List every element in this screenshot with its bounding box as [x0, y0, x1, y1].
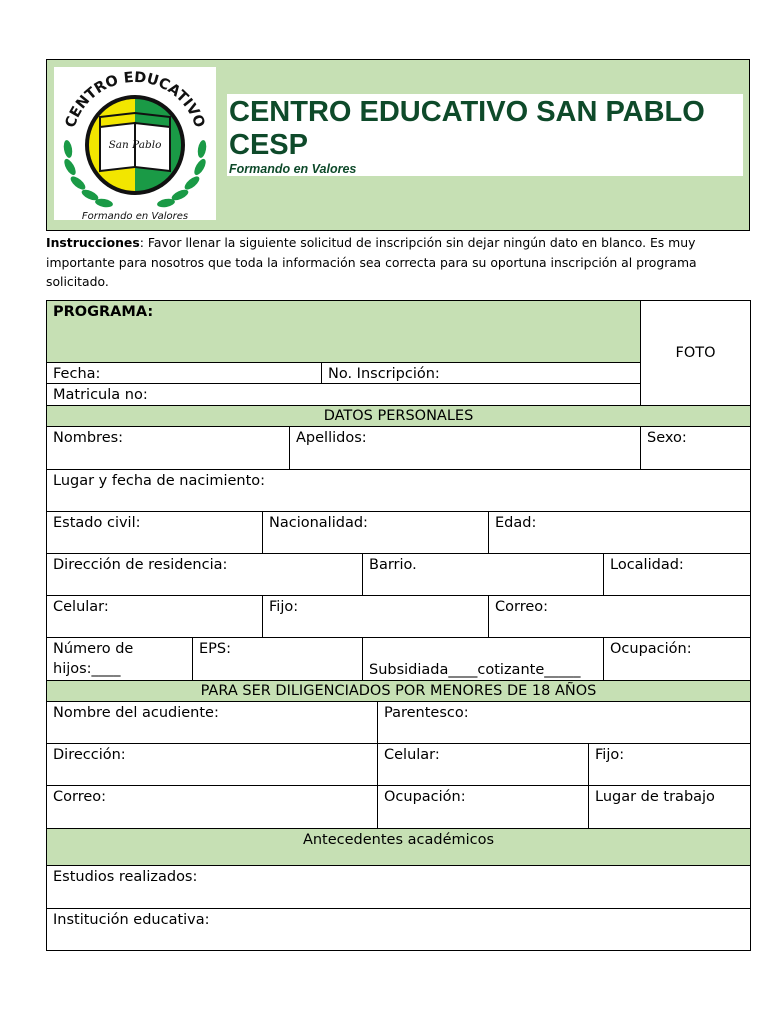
estudios-realizados-field[interactable]: Estudios realizados: — [46, 865, 751, 909]
photo-label: FOTO — [675, 345, 716, 361]
school-subtitle: Formando en Valores — [229, 162, 357, 176]
lugar-fecha-nacimiento-field[interactable]: Lugar y fecha de nacimiento: — [46, 469, 751, 512]
lugar-trabajo-field[interactable]: Lugar de trabajo — [588, 785, 751, 829]
logo-ring-text: CENTRO EDUCATIVO — [62, 69, 208, 130]
edad-field[interactable]: Edad: — [488, 511, 751, 554]
acudiente-celular-field[interactable]: Celular: — [377, 743, 589, 786]
school-title: CENTRO EDUCATIVO SAN PABLO CESP — [229, 96, 705, 161]
logo-book-text: San Pablo — [108, 139, 162, 151]
logo-motto: Formando en Valores — [81, 211, 189, 220]
acudiente-direccion-field[interactable]: Dirección: — [46, 743, 378, 786]
institucion-educativa-field[interactable]: Institución educativa: — [46, 908, 751, 951]
instructions-paragraph — [46, 233, 750, 292]
instructions-text: : Favor llenar la siguiente solicitud de inscripción sin dejar ningún dato en blanco. Es muy importante para nosotros que toda la información sea correcta para su oportuna inscripción al programa solicitado. — [46, 235, 697, 289]
numero-hijos-label: Número de — [53, 641, 134, 657]
correo-field[interactable]: Correo: — [488, 595, 751, 638]
photo-box[interactable] — [640, 300, 751, 406]
instructions-label: Instrucciones — [46, 235, 140, 250]
fijo-field[interactable]: Fijo: — [262, 595, 489, 638]
numero-hijos-blank: hijos:____ — [53, 661, 121, 677]
school-logo — [54, 67, 216, 220]
eps-field[interactable]: EPS: — [192, 637, 363, 681]
direccion-residencia-field[interactable]: Dirección de residencia: — [46, 553, 363, 596]
celular-field[interactable]: Celular: — [46, 595, 263, 638]
nombre-acudiente-field[interactable]: Nombre del acudiente: — [46, 701, 378, 744]
fecha-field[interactable]: Fecha: — [46, 362, 322, 384]
section-antecedentes-academicos: Antecedentes académicos — [46, 828, 751, 866]
programa-field[interactable]: PROGRAMA: — [46, 300, 641, 363]
no-inscripcion-field[interactable]: No. Inscripción: — [321, 362, 641, 384]
estado-civil-field[interactable]: Estado civil: — [46, 511, 263, 554]
barrio-field[interactable]: Barrio. — [362, 553, 604, 596]
section-menores: PARA SER DILIGENCIADOS POR MENORES DE 18 AÑOS — [46, 680, 751, 702]
nombres-field[interactable]: Nombres: — [46, 426, 290, 470]
document-header — [46, 59, 750, 231]
apellidos-field[interactable]: Apellidos: — [289, 426, 641, 470]
title-band — [227, 94, 743, 176]
numero-hijos-field[interactable] — [46, 637, 193, 681]
localidad-field[interactable]: Localidad: — [603, 553, 751, 596]
nacionalidad-field[interactable]: Nacionalidad: — [262, 511, 489, 554]
subsidiada-cotizante-field[interactable]: Subsidiada____cotizante_____ — [362, 637, 604, 681]
matricula-field[interactable]: Matricula no: — [46, 383, 641, 406]
parentesco-field[interactable]: Parentesco: — [377, 701, 751, 744]
acudiente-correo-field[interactable]: Correo: — [46, 785, 378, 829]
ocupacion-field[interactable]: Ocupación: — [603, 637, 751, 681]
section-datos-personales: DATOS PERSONALES — [46, 405, 751, 427]
acudiente-fijo-field[interactable]: Fijo: — [588, 743, 751, 786]
sexo-field[interactable]: Sexo: — [640, 426, 751, 470]
acudiente-ocupacion-field[interactable]: Ocupación: — [377, 785, 589, 829]
